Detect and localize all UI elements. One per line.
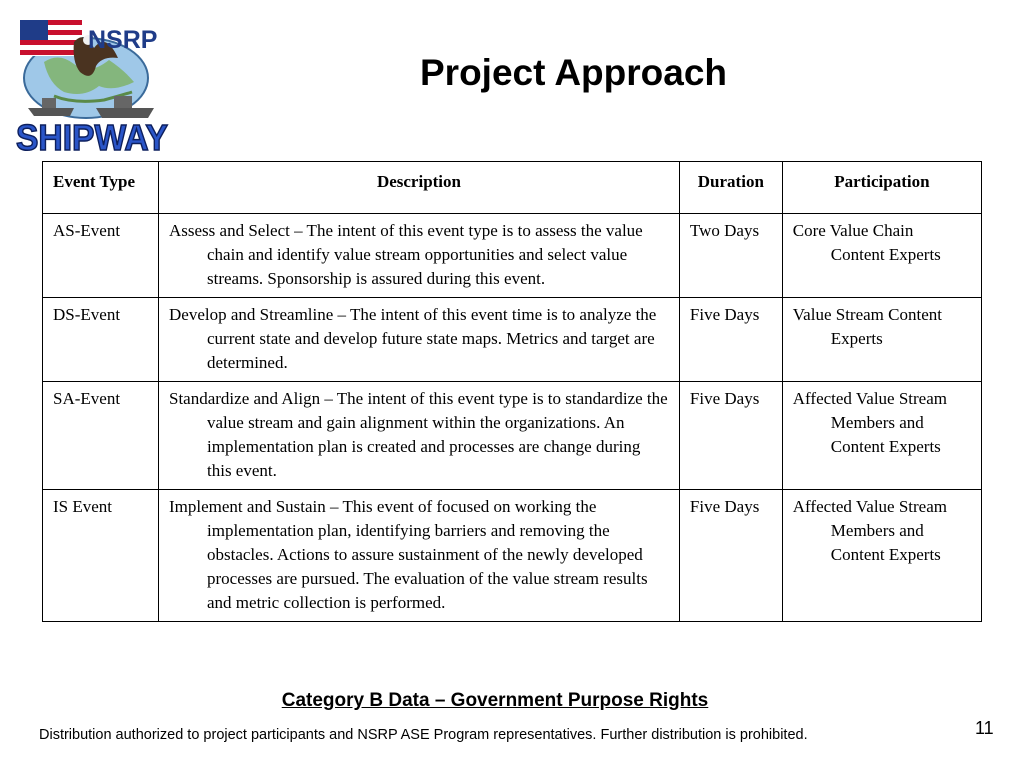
logo-graphic [14, 12, 172, 158]
data-category-label: Category B Data – Government Purpose Rights [281, 690, 709, 711]
header-participation: Participation [782, 162, 981, 214]
table-row [43, 298, 982, 382]
logo-shipway-text: SHIPWAY [16, 117, 168, 158]
cell-participation: Affected Value Stream Members and Content Experts [782, 382, 981, 490]
page-number: 11 [975, 718, 994, 738]
cell-participation: Affected Value Stream Members and Content Experts [782, 490, 981, 622]
cell-participation: Core Value Chain Content Experts [782, 214, 981, 298]
logo-nsrp-text: NSRP [88, 26, 158, 54]
table-header-row [43, 162, 982, 214]
page-title: Project Approach [420, 52, 728, 93]
cell-description: Implement and Sustain – This event of focused on working the implementation plan, identifying barriers and removing the obstacles. Actions to assure sustainment of the newly developed processes are pursued. The evaluation of the value stream results and metric collection is performed. [159, 490, 680, 622]
distribution-notice: Distribution authorized to project participants and NSRP ASE Program representatives. Further distribution is prohibited. [39, 727, 808, 743]
table-row [43, 214, 982, 298]
project-approach-table [42, 161, 982, 622]
cell-duration: Five Days [679, 382, 782, 490]
cell-description: Assess and Select – The intent of this event type is to assess the value chain and identify value stream opportunities and select value streams. Sponsorship is assured during this event. [159, 214, 680, 298]
cell-description: Standardize and Align – The intent of this event type is to standardize the value stream and gain alignment within the organizations. An implementation plan is created and processes are change during this event. [159, 382, 680, 490]
cell-event-type: SA-Event [43, 382, 159, 490]
cell-description: Develop and Streamline – The intent of this event time is to analyze the current state and develop future state maps. Metrics and target are determined. [159, 298, 680, 382]
cell-event-type: AS-Event [43, 214, 159, 298]
cell-duration: Five Days [679, 298, 782, 382]
cell-duration: Five Days [679, 490, 782, 622]
cell-event-type: IS Event [43, 490, 159, 622]
cell-participation: Value Stream Content Experts [782, 298, 981, 382]
table-row [43, 382, 982, 490]
header-description: Description [159, 162, 680, 214]
table-row [43, 490, 982, 622]
cell-duration: Two Days [679, 214, 782, 298]
nsrp-shipway-logo [14, 12, 172, 158]
header-event-type: Event Type [43, 162, 159, 214]
cell-event-type: DS-Event [43, 298, 159, 382]
header-duration: Duration [679, 162, 782, 214]
